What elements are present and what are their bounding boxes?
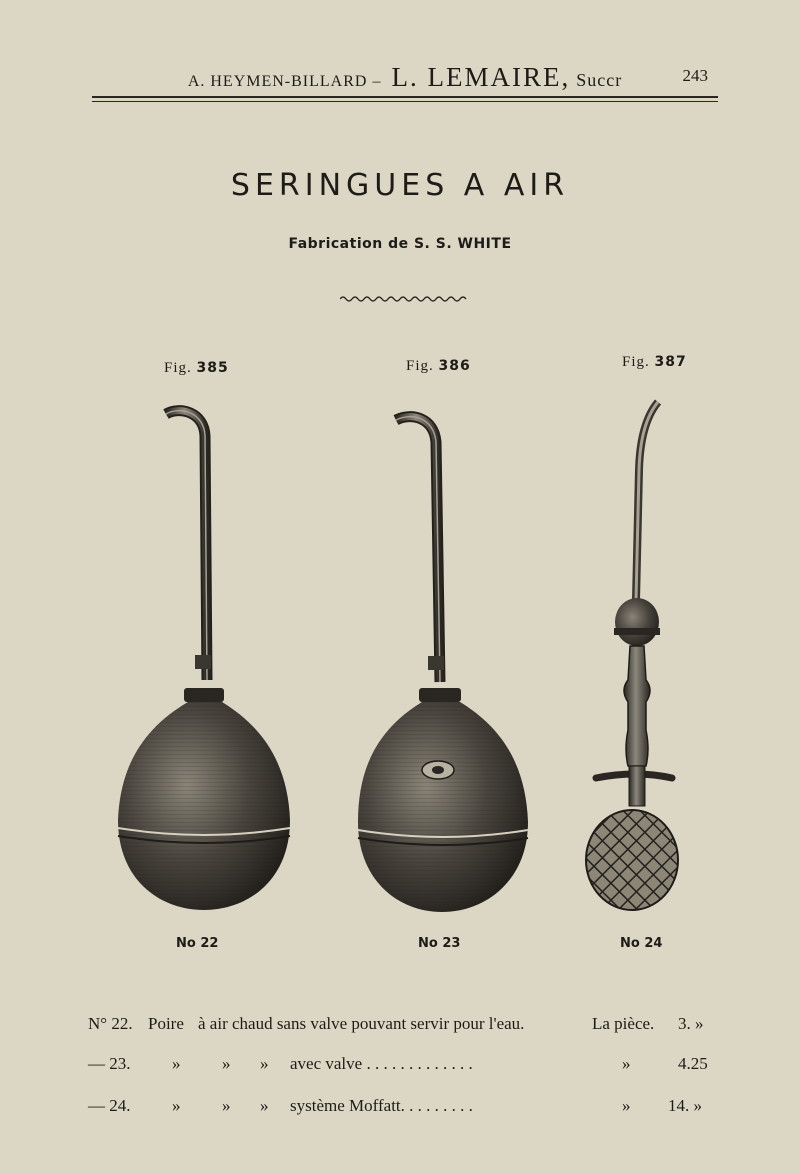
page-number: 243 — [682, 66, 708, 85]
item-22-label: No 22 — [176, 936, 219, 951]
fig-number: 386 — [438, 358, 471, 374]
item-price: 14. » — [668, 1096, 702, 1115]
price-row-23 — [88, 1054, 718, 1080]
item-number: N° 22. — [88, 1014, 133, 1033]
fig-prefix: Fig. — [622, 354, 650, 370]
ditto-mark: » — [622, 1096, 631, 1115]
header-rule-thick — [92, 96, 718, 98]
header-rule-thin — [92, 101, 718, 102]
item-number: — 23. — [88, 1054, 131, 1073]
syringe-illustrations — [0, 390, 800, 930]
item-24-label: No 24 — [620, 936, 663, 951]
item-number: — 24. — [88, 1096, 131, 1115]
item-description: à air chaud sans valve pouvant servir pour l'eau. — [198, 1014, 525, 1033]
syringe-22-icon — [118, 411, 290, 910]
price-row-24 — [88, 1096, 718, 1122]
ditto-mark: » — [260, 1096, 269, 1115]
fig-prefix: Fig. — [164, 360, 192, 376]
fig-385-label — [164, 360, 229, 377]
ditto-mark: » — [222, 1054, 231, 1073]
ditto-mark: » — [260, 1054, 269, 1073]
ditto-mark: » — [172, 1096, 181, 1115]
page-title: SERINGUES A AIR — [230, 168, 570, 203]
header-succ: Succr — [576, 70, 623, 90]
item-name: Poire — [148, 1014, 184, 1033]
header-prefix: A. HEYMEN-BILLARD – — [187, 73, 382, 90]
fig-386-label — [406, 358, 471, 375]
item-description: avec valve . . . . . . . . . . . . . — [290, 1054, 473, 1073]
item-unit: La pièce. — [592, 1014, 655, 1033]
price-row-22 — [88, 1014, 718, 1040]
fig-number: 387 — [654, 354, 687, 370]
item-price: 4.25 — [678, 1054, 708, 1073]
ditto-mark: » — [222, 1096, 231, 1115]
ditto-mark: » — [622, 1054, 631, 1073]
header-company: L. LEMAIRE, — [391, 62, 571, 92]
fig-number: 385 — [196, 360, 229, 376]
fig-prefix: Fig. — [406, 358, 434, 374]
ditto-mark: » — [172, 1054, 181, 1073]
fig-387-label — [622, 354, 687, 371]
item-description: système Moffatt. . . . . . . . . — [290, 1096, 473, 1115]
item-price: 3. » — [678, 1014, 704, 1033]
page-header — [92, 62, 718, 92]
item-23-label: No 23 — [418, 936, 461, 951]
decorative-squiggle — [340, 294, 470, 304]
syringe-23-icon — [358, 417, 528, 912]
page-subtitle: Fabrication de S. S. WHITE — [288, 236, 512, 252]
syringe-24-icon — [586, 402, 678, 910]
